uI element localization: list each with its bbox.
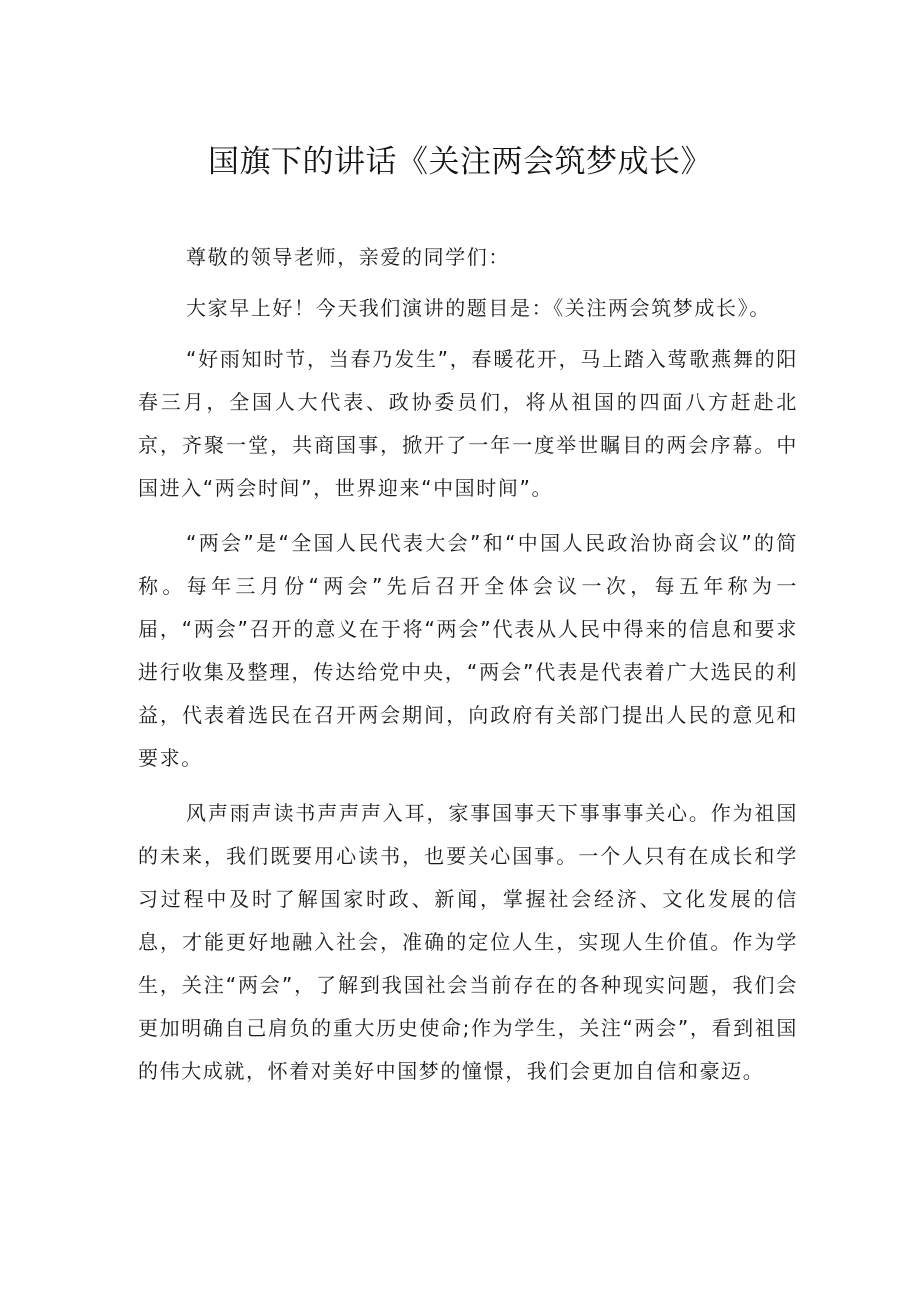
body-paragraph-1: “好雨知时节，当春乃发生”，春暖花开，马上踏入莺歌燕舞的阳春三月，全国人大代表、政协委员们，将从祖国的四面八方赶赴北京，齐聚一堂，共商国事，掀开了一年一度举世瞩目的两会序幕。中国进入“两会时间”，世界迎来“中国时间”。 [138, 347, 798, 500]
document-body [138, 236, 798, 1093]
body-paragraph-2: “两会”是“全国人民代表大会”和“中国人民政治协商会议”的简称。每年三月份“两会”先后召开全体会议一次，每五年称为一届，“两会”召开的意义在于将“两会”代表从人民中得来的信息和要求进行收集及整理，传达给党中央，“两会”代表是代表着广大选民的利益，代表着选民在召开两会期间，向政府有关部门提出人民的意见和要求。 [138, 531, 798, 770]
body-paragraph-3: 风声雨声读书声声声入耳，家事国事天下事事事关心。作为祖国的未来，我们既要用心读书，也要关心国事。一个人只有在成长和学习过程中及时了解国家时政、新闻，掌握社会经济、文化发展的信息，才能更好地融入社会，准确的定位人生，实现人生价值。作为学生，关注“两会”，了解到我国社会当前存在的各种现实问题，我们会更加明确自己肩负的重大历史使命;作为学生，关注“两会”，看到祖国的伟大成就，怀着对美好中国梦的憧憬，我们会更加自信和豪迈。 [138, 801, 798, 1083]
opening-paragraph: 大家早上好！今天我们演讲的题目是：《关注两会筑梦成长》。 [186, 296, 771, 320]
greeting-paragraph: 尊敬的领导老师，亲爱的同学们： [186, 245, 510, 269]
document-title: 国旗下的讲话《关注两会筑梦成长》 [208, 144, 712, 180]
